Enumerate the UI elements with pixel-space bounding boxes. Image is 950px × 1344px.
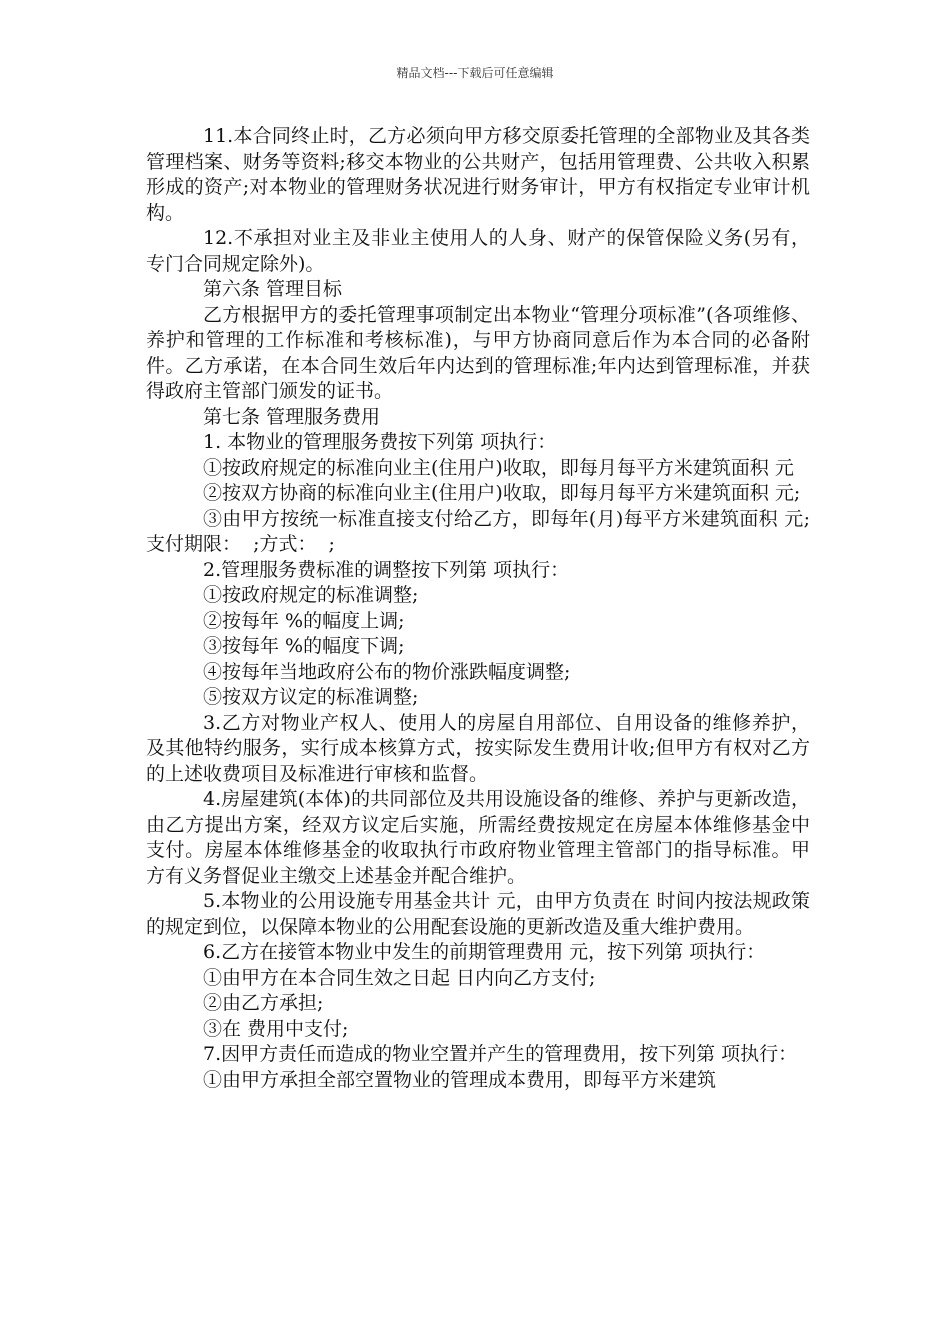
management-goal-paragraph: 乙方根据甲方的委托管理事项制定出本物业“管理分项标准”(各项维修、养护和管理的工作标准和考核标准)，与甲方协商同意后作为本合同的必备附件。乙方承诺，在本合同生效后年内达到的管理标准;年内达到管理标准，并获得政府主管部门颁发的证书。 — [146, 303, 810, 402]
adjust-option-4: ④按每年当地政府公布的物价涨跌幅度调整; — [203, 660, 571, 683]
fee-item-2: 2.管理服务费标准的调整按下列第 项执行： — [203, 558, 570, 581]
fee-item-6: 6.乙方在接管本物业中发生的前期管理费用 元，按下列第 项执行： — [203, 941, 766, 963]
fee-item-7: 7.因甲方责任而造成的物业空置并产生的管理费用，按下列第 项执行： — [203, 1043, 798, 1065]
article-6-heading: 第六条 管理目标 — [203, 278, 343, 300]
fee-option-1: ①按政府规定的标准向业主(住用户)收取，即每月每平方米建筑面积 元 — [203, 456, 794, 479]
clause-12-paragraph: 12.不承担对业主及非业主使用人的人身、财产的保管保险义务(另有，专门合同规定除外)。 — [146, 227, 810, 275]
fee-option-2: ②按双方协商的标准向业主(住用户)收取，即每月每平方米建筑面积 元; — [203, 482, 801, 504]
adjust-option-2: ②按每年 %的幅度上调; — [203, 609, 405, 632]
adjust-option-3: ③按每年 %的幅度下调; — [203, 635, 405, 657]
vacancy-option-1: ①由甲方承担全部空置物业的管理成本费用，即每平方米建筑 — [203, 1068, 717, 1091]
adjust-option-5: ⑤按双方议定的标准调整; — [203, 686, 419, 708]
fee-item-1: 1. 本物业的管理服务费按下列第 项执行： — [203, 431, 557, 453]
adjust-option-1: ①按政府规定的标准调整; — [203, 584, 419, 606]
article-7-heading: 第七条 管理服务费用 — [203, 405, 381, 428]
prefee-option-1: ①由甲方在本合同生效之日起 日内向乙方支付; — [203, 966, 596, 989]
prefee-option-2: ②由乙方承担; — [203, 992, 324, 1014]
fee-item-4: 4.房屋建筑(本体)的共同部位及共用设施设备的维修、养护与更新改造，由乙方提出方案，经双方议定后实施，所需经费按规定在房屋本体维修基金中支付。房屋本体维修基金的收取执行市政府物业管理主管部门的指导标准。甲方有义务督促业主缴交上述基金并配合维护。 — [146, 788, 810, 887]
page-header: 精品文档---下载后可任意编辑 — [396, 66, 554, 80]
document-body — [146, 124, 810, 1093]
fee-option-3: ③由甲方按统一标准直接支付给乙方，即每年(月)每平方米建筑面积 元;支付期限： ;方式： ; — [146, 507, 810, 555]
fee-item-5: 5.本物业的公用设施专用基金共计 元，由甲方负责在 时间内按法规政策的规定到位，以保障本物业的公用配套设施的更新改造及重大维护费用。 — [146, 890, 810, 938]
clause-11-paragraph: 11.本合同终止时，乙方必须向甲方移交原委托管理的全部物业及其各类管理档案、财务等资料;移交本物业的公共财产，包括用管理费、公共收入积累形成的资产;对本物业的管理财务状况进行财务审计，甲方有权指定专业审计机构。 — [146, 125, 810, 224]
prefee-option-3: ③在 费用中支付; — [203, 1017, 349, 1040]
fee-item-3: 3.乙方对物业产权人、使用人的房屋自用部位、自用设备的维修养护，及其他特约服务，实行成本核算方式，按实际发生费用计收;但甲方有权对乙方的上述收费项目及标准进行审核和监督。 — [146, 711, 810, 785]
